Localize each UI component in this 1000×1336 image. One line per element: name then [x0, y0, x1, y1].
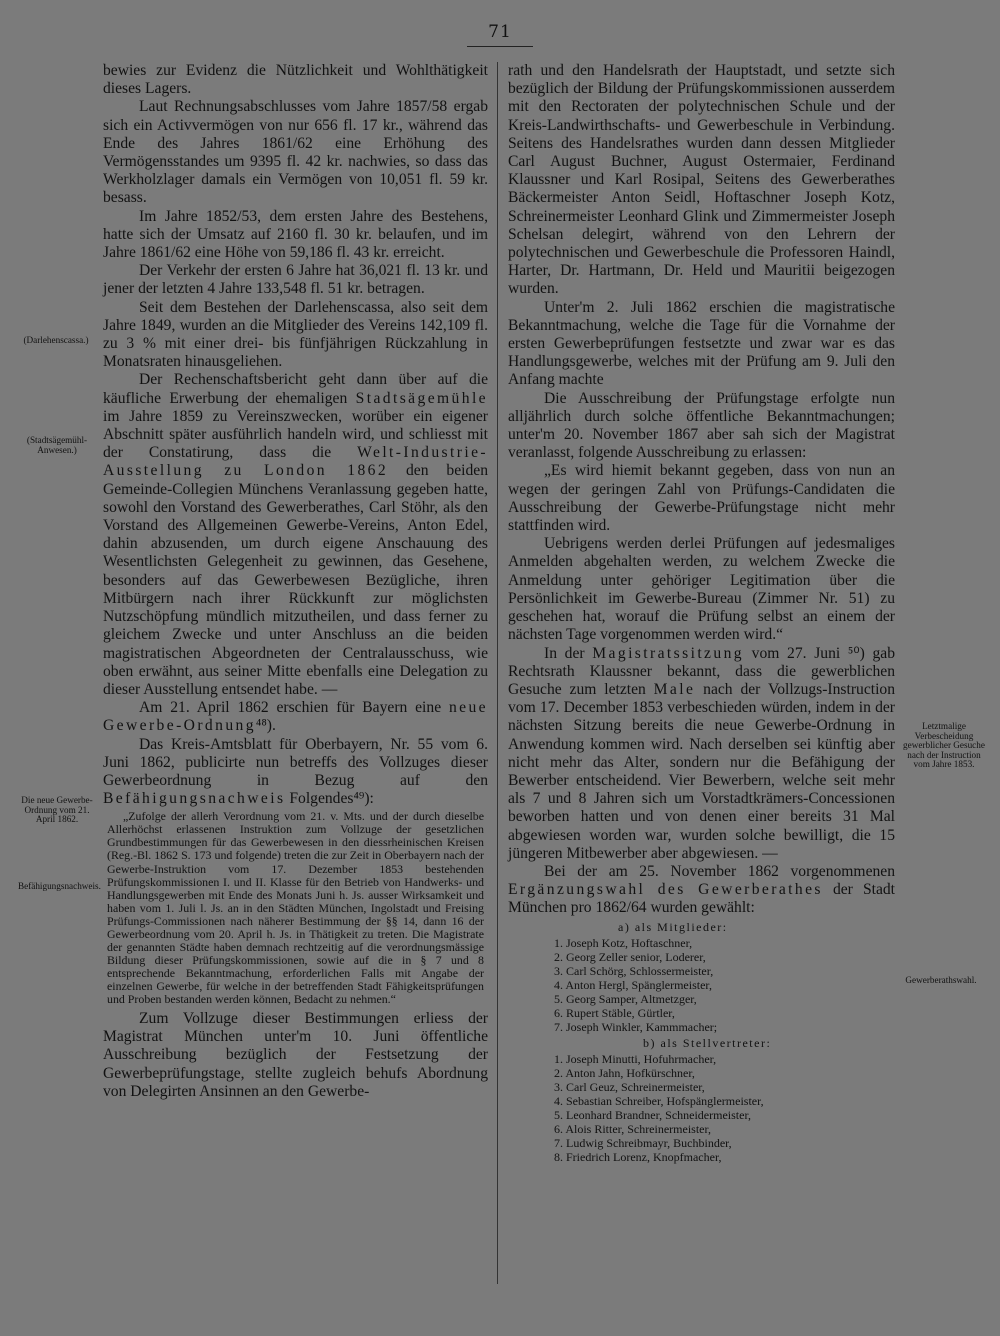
- emphasis: neue Gewerbe-Ordnung: [103, 699, 488, 735]
- text: im Jahre 1859 zu Vereinszwecken, worüber ein eigener Abschnitt später ausführlich handeln wird, und schliesst mit der Constatirung, dass die: [103, 407, 488, 462]
- paragraph: Die Ausschreibung der Prüfungstage erfolgte nun alljährlich durch solche öffentliche Bekanntmachungen; unter'm 20. November 1867 aber sah sich der Magistrat veranlasst, folgende Ausschreibung zu erlassen:: [508, 389, 895, 462]
- emphasis: Ergänzungswahl des Gewerberathes: [508, 881, 823, 899]
- paragraph: Im Jahre 1852/53, dem ersten Jahre des Bestehens, hatte sich der Umsatz auf 2160 fl. 30 kr. belaufen, und im Jahre 1861/62 eine Höhe von 59,186 fl. 43 kr. erreicht.: [103, 207, 488, 262]
- list-item: 6. Alois Ritter, Schreinermeister,: [554, 1122, 712, 1137]
- emphasis: Magistratssitzung: [592, 644, 744, 662]
- footnote-ref: ⁴⁸).: [255, 717, 276, 735]
- list-item: 3. Carl Geuz, Schreinermeister,: [554, 1079, 705, 1094]
- list-item: 2. Georg Zeller senior, Loderer,: [554, 949, 706, 964]
- list-heading-members: a) als Mitglieder:: [618, 919, 728, 934]
- text: Folgendes⁴⁹):: [285, 790, 374, 808]
- paragraph: Unter'm 2. Juli 1862 erschien die magistratische Bekanntmachung, welche die Tage für die Vornahme der ersten Gewerbeprüfungen festsetzte und zwar war es das Handlungsgewerbe, welches mit der Prüfung am 9. Juli den Anfang machte: [508, 298, 895, 389]
- list-item: 4. Sebastian Schreiber, Hofspänglermeister,: [554, 1094, 764, 1109]
- emphasis: Male: [653, 680, 696, 698]
- text: den beiden Gemeinde-Collegien Münchens Veranlassung gegeben hatte, sowohl den Vorstand des Gewerberathes, Carl Stöhr, als den Vorstand des Allgemeinen Gewerbe-Vereins, Anton Edel, dahin abzusenden, um durch eigene Anschauung des Wesentlichsten Gelegenheit zu gewinnen, das Gesehene, besonders auf das Gewerbewesen Bezügliche, ihren Mitbürgern nach ihrer Rückkunft zur möglichsten Nutzschöpfung mündlich mitzutheilen, und dass ferner zu gleichem Zwecke und unter Anschluss an die beiden magistratischen Abgeordneten der Centralausschuss, wie oben erwähnt, aus seiner Mitte ebenfalls eine Delegation zu dieser Ausstellung entsendet habe. —: [103, 462, 488, 698]
- emphasis: Stadtsägemühle: [355, 389, 488, 407]
- paragraph: [103, 371, 488, 699]
- deputies-list: [508, 1052, 895, 1164]
- text: Der Rechenschaftsbericht geht dann über auf die käufliche Erwerbung der ehemaligen: [103, 371, 488, 407]
- paragraph: Der Verkehr der ersten 6 Jahre hat 36,021 fl. 13 kr. und jener der letzten 4 Jahre 133,548 fl. 51 kr. betragen.: [103, 262, 488, 298]
- list-item: 5. Georg Samper, Altmetzger,: [554, 991, 697, 1006]
- list-item: 3. Carl Schörg, Schlossermeister,: [554, 963, 714, 978]
- paragraph: [508, 645, 895, 863]
- text: vom 27. Juni ⁵⁰) gab Rechtsrath Klaussner bekannt, dass die gewerblichen Gesuche zum letzten: [508, 644, 895, 698]
- page-number: 71: [488, 22, 512, 42]
- paragraph: [508, 863, 895, 918]
- paragraph: Laut Rechnungsabschlusses vom Jahre 1857/58 ergab sich ein Activvermögen von nur 656 fl. 17 kr., während das Ende des Jahres 1861/62 eine Erhöhung des Vermögensstandes um 9395 fl. 42 kr. nachwies, so dass das Werkholzlager damals ein Vermögen von 10,051 fl. 59 kr. besass.: [103, 98, 488, 207]
- quotation: „Zufolge der allerh Verordnung vom 21. v. Mts. und der durch dieselbe Allerhöchst erlassenen Instruktion zum Vollzuge der gesetzlichen Grundbestimmungen für das Gewerbewesen in den diessrheinischen Kreisen (Reg.-Bl. 1862 S. 173 und folgende) treten die zur Zeit in Oberbayern nach der Gewerbe-Instruktion vom 17. Dezember 1853 bestehenden Prüfungskommissionen I. und II. Klasse für den Betrieb von Handwerks- und Handlungsgewerben mit Ende des Monats Juni h. Js. ausser Wirksamkeit und haben vom 1. Juli l. Js. an in den Städten München, Ingolstadt und Freising Prüfungs-Commissionen nach näherer Bestimmung der §§ 14, dann 16 der Gewerbeordnung vom 20. April h. Js. in Thätigkeit zu treten. Die Magistrate der genannten Städte haben demnach rechtzeitig auf die verordnungsmässige Bildung dieser Prüfungskommissionen, sowie auf die in § 7 und 8 entsprechende Bekanntmachung, erforderlichen Falls mit Angabe der einzelnen Gewerbe, für welche in der betreffenden Stadt Fähigkeitsprüfungen und Proben bestanden werden können, Bedacht zu nehmen.“: [107, 809, 484, 1006]
- margin-note: (Stadtsägemühl-Anwesen.): [26, 435, 88, 455]
- list-item: 1. Joseph Minutti, Hofuhrmacher,: [554, 1051, 717, 1066]
- margin-note: Die neue Gewerbe-Ordnung vom 21. April 1862.: [21, 795, 93, 825]
- paragraph: [103, 699, 488, 735]
- header-rule: [467, 46, 533, 47]
- list-heading-deputies: b) als Stellvertreter:: [643, 1035, 772, 1050]
- text: der Stadt München pro 1862/64 wurden gewählt:: [508, 881, 895, 917]
- margin-note: (Darlehenscassa.): [23, 335, 89, 345]
- paragraph: Uebrigens werden derlei Prüfungen auf jedesmaliges Anmelden abgehalten werden, zu welchem Zwecke die Anmeldung unter gehöriger Legitimation über die Persönlichkeit im Gewerbe-Bureau (Zimmer Nr. 51) zu geschehen hat, worauf die Prüfung selbst an einem der nächsten Tage vorgenommen werden wird.“: [508, 535, 895, 644]
- paragraph: Seit dem Bestehen der Darlehenscassa, also seit dem Jahre 1849, wurden an die Mitglieder des Vereins 142,109 fl. zu 3 % mit einer drei- bis fünfjährigen Rückzahlung in Monatsraten hinausgeliehen.: [103, 298, 488, 371]
- paragraph: „Es wird hiemit bekannt gegeben, dass von nun an wegen der geringen Zahl von Prüfungs-Candidaten die Ausschreibung der Gewerbe-Prüfungstage nicht mehr stattfinden wird.: [508, 462, 895, 535]
- list-item: 1. Joseph Kotz, Hoftaschner,: [554, 935, 693, 950]
- list-item: 6. Rupert Stäble, Gürtler,: [554, 1005, 675, 1020]
- text: Das Kreis-Amtsblatt für Oberbayern, Nr. 55 vom 6. Juni 1862, publicirte nun betreffs des Vollzuges dieser Gewerbeordnung in Bezug auf den: [103, 735, 488, 789]
- margin-note: Letztmalige Verbescheidung gewerblicher Gesuche nach der Instruction vom Jahre 1853.: [903, 721, 985, 770]
- text: Bei der am 25. November 1862 vorgenommenen: [544, 862, 895, 880]
- text: nach der Vollzugs-Instruction vom 17. December 1853 verbeschieden würden, indem in der nächsten Sitzung bereits die neue Gewerbe-Ordnung in Anwendung kommen wird. Nach derselben sei künftig aber nicht mehr das Alter, sondern nur die Befähigung der Bewerber entscheidend. Vier Bewerbern, welche seit mehr als 7 und 8 Jahren sich um Vorstadtkrämers-Concessionen beworben hatten und von denen einer bereits 31 Mal abgewiesen worden war, wurden solche bewilligt, die 15 jüngeren Mitbewerber aber abgewiesen. —: [508, 680, 895, 862]
- left-column: [103, 62, 488, 1101]
- list-item: 7. Ludwig Schreibmayr, Buchbinder,: [554, 1136, 732, 1151]
- list-item: 4. Anton Hergl, Spänglermeister,: [554, 977, 712, 992]
- text: In der: [544, 644, 593, 662]
- emphasis: Welt-Industrie-Ausstellung zu London 1862: [103, 444, 488, 480]
- paragraph: bewies zur Evidenz die Nützlichkeit und Wohlthätigkeit dieses Lagers.: [103, 62, 488, 98]
- paragraph: [103, 736, 488, 809]
- list-item: 5. Leonhard Brandner, Schneidermeister,: [554, 1108, 751, 1123]
- emphasis: Befähigungsnachweis: [103, 790, 286, 808]
- paragraph: rath und den Handelsrath der Hauptstadt, und setzte sich bezüglich der Bildung der Prüfungskommissionen ausserdem mit den Rectoraten der polytechnischen Schule und der Kreis-Landwirthschafts- und Gewerbeschule in Verbindung. Seitens des Handelsrathes wurden dann dessen Mitglieder Carl August Buchner, August Ostermaier, Ferdinand Klaussner und Karl Rosipal, Seitens des Gewerberathes Bäckermeister Anton Seidl, Hoftaschner Joseph Kotz, Schreinermeister Leonhard Glink und Zimmermeister Joseph Schelsan delegirt, während von den Lehrern der polytechnischen und Gewerbeschule die Professoren Haindl, Harter, Dr. Hartmann, Dr. Held und Mauritii beigezogen wurden.: [508, 62, 895, 298]
- text: Am 21. April 1862 erschien für Bayern eine: [139, 699, 449, 717]
- list-item: 2. Anton Jahn, Hofkürschner,: [554, 1065, 695, 1080]
- margin-note: Befähigungsnachweis.: [18, 881, 101, 891]
- list-item: 8. Friedrich Lorenz, Knopfmacher,: [554, 1150, 722, 1165]
- list-item: 7. Joseph Winkler, Kammmacher;: [554, 1019, 718, 1034]
- paragraph: Zum Vollzuge dieser Bestimmungen erliess der Magistrat München unter'm 10. Juni öffentliche Ausschreibung bezüglich der Festsetzung der Gewerbeprüfungstage, stellte zugleich behufs Abordnung von Delegirten Ansinnen an den Gewerbe-: [103, 1010, 488, 1100]
- members-list: [508, 936, 895, 1034]
- right-column: [508, 62, 895, 1164]
- margin-note: Gewerberathswahl.: [905, 975, 977, 985]
- column-divider: [497, 62, 498, 1284]
